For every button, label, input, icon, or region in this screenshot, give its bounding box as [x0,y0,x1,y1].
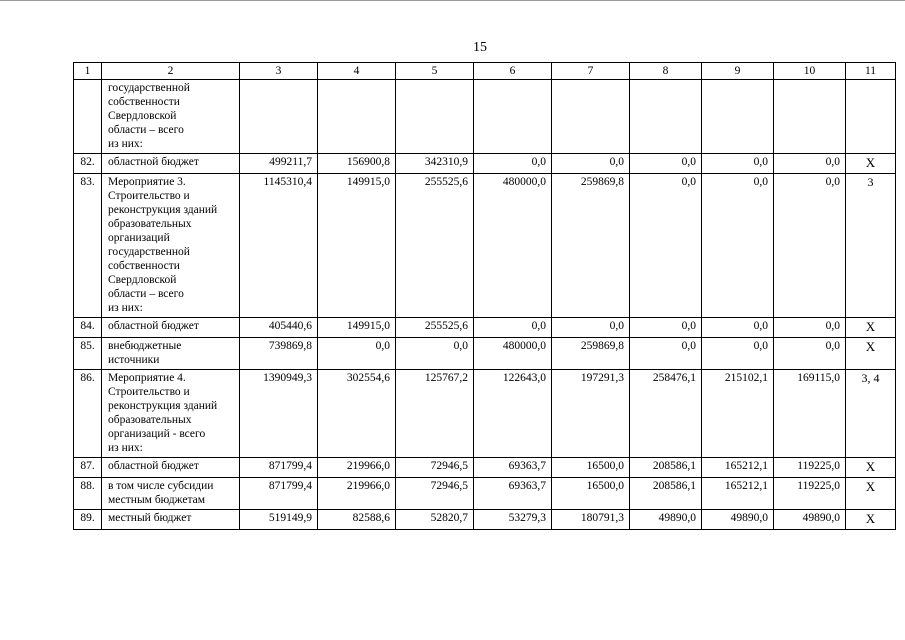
note-cell: Х [846,458,896,478]
header-cell: 3 [240,63,318,80]
row-name-line: образовательных [108,414,192,426]
value-cell: 219966,0 [318,478,396,510]
value-cell: 0,0 [702,154,774,174]
value-cell: 739869,8 [240,338,318,370]
row-name-cell [102,478,240,510]
row-name-cell [102,338,240,370]
header-cell: 9 [702,63,774,80]
row-name-line: собственности [108,260,180,272]
row-name-line: Свердловской [108,110,177,122]
value-cell: 49890,0 [630,510,702,530]
row-name-line: из них: [108,442,143,454]
value-cell: 0,0 [774,154,846,174]
value-cell: 169115,0 [774,370,846,458]
value-cell: 0,0 [630,174,702,318]
note-cell: Х [846,510,896,530]
row-name-line: собственности [108,96,180,108]
value-cell: 208586,1 [630,478,702,510]
value-cell: 208586,1 [630,458,702,478]
value-cell: 149915,0 [318,318,396,338]
header-cell: 4 [318,63,396,80]
value-cell [630,80,702,154]
value-cell: 1145310,4 [240,174,318,318]
value-cell: 480000,0 [474,338,552,370]
table-row [74,370,896,458]
row-name-line: областной бюджет [108,156,199,168]
value-cell: 519149,9 [240,510,318,530]
value-cell: 0,0 [702,318,774,338]
value-cell: 0,0 [630,318,702,338]
value-cell: 122643,0 [474,370,552,458]
value-cell: 82588,6 [318,510,396,530]
row-name-cell [102,154,240,174]
value-cell: 0,0 [702,174,774,318]
value-cell [702,80,774,154]
value-cell: 480000,0 [474,174,552,318]
value-cell: 0,0 [702,338,774,370]
row-name-line: Мероприятие 4. [108,372,186,384]
value-cell: 255525,6 [396,318,474,338]
row-name-line: в том числе субсидии [108,480,214,492]
value-cell: 871799,4 [240,478,318,510]
table-row [74,80,896,154]
value-cell: 219966,0 [318,458,396,478]
row-name-cell [102,174,240,318]
value-cell: 69363,7 [474,458,552,478]
header-cell: 2 [102,63,240,80]
value-cell: 0,0 [396,338,474,370]
value-cell: 119225,0 [774,478,846,510]
row-number-cell: 86. [74,370,102,458]
header-cell: 10 [774,63,846,80]
row-name-line: Строительство и [108,190,190,202]
header-cell: 11 [846,63,896,80]
value-cell: 215102,1 [702,370,774,458]
value-cell: 165212,1 [702,478,774,510]
value-cell: 125767,2 [396,370,474,458]
row-name-cell [102,80,240,154]
value-cell: 342310,9 [396,154,474,174]
row-name-line: образовательных [108,218,192,230]
value-cell: 255525,6 [396,174,474,318]
row-name-line: Свердловской [108,274,177,286]
header-cell: 6 [474,63,552,80]
value-cell: 0,0 [474,154,552,174]
table-row [74,458,896,478]
value-cell: 165212,1 [702,458,774,478]
table-row [74,478,896,510]
row-name-line: областной бюджет [108,460,199,472]
row-name-line: области – всего [108,124,184,136]
value-cell: 0,0 [630,338,702,370]
value-cell [774,80,846,154]
row-number-cell [74,80,102,154]
value-cell: 405440,6 [240,318,318,338]
value-cell: 259869,8 [552,338,630,370]
value-cell: 0,0 [474,318,552,338]
value-cell: 180791,3 [552,510,630,530]
value-cell: 53279,3 [474,510,552,530]
note-cell: Х [846,154,896,174]
value-cell: 0,0 [552,154,630,174]
note-cell: Х [846,478,896,510]
value-cell: 302554,6 [318,370,396,458]
table-row [74,510,896,530]
row-name-line: реконструкция зданий [108,400,218,412]
row-number-cell: 82. [74,154,102,174]
value-cell [396,80,474,154]
value-cell: 258476,1 [630,370,702,458]
note-cell: Х [846,338,896,370]
value-cell: 72946,5 [396,478,474,510]
value-cell: 69363,7 [474,478,552,510]
row-name-cell [102,370,240,458]
row-name-line: местный бюджет [108,512,192,524]
value-cell: 52820,7 [396,510,474,530]
note-cell: 3 [846,174,896,318]
row-name-line: источники [108,354,160,366]
row-number-cell: 87. [74,458,102,478]
row-number-cell: 84. [74,318,102,338]
row-name-line: местным бюджетам [108,494,205,506]
row-name-line: области – всего [108,288,184,300]
value-cell: 149915,0 [318,174,396,318]
row-number-cell: 89. [74,510,102,530]
note-cell: 3, 4 [846,370,896,458]
value-cell [240,80,318,154]
row-name-cell [102,510,240,530]
value-cell: 0,0 [630,154,702,174]
row-name-line: организаций [108,232,170,244]
row-name-line: внебюджетные [108,340,182,352]
value-cell [318,80,396,154]
value-cell: 49890,0 [702,510,774,530]
row-name-line: государственной [108,246,190,258]
budget-table [73,62,896,530]
header-cell: 7 [552,63,630,80]
table-header-row [74,63,896,80]
row-name-line: государственной [108,82,190,94]
row-number-cell: 85. [74,338,102,370]
header-cell: 8 [630,63,702,80]
table-row [74,338,896,370]
note-cell [846,80,896,154]
page-number: 15 [473,40,487,55]
value-cell: 16500,0 [552,478,630,510]
value-cell [552,80,630,154]
row-name-cell [102,458,240,478]
value-cell: 72946,5 [396,458,474,478]
table-row [74,174,896,318]
row-name-line: из них: [108,138,143,150]
page-top-edge [0,0,905,1]
row-name-line: организаций - всего [108,428,206,440]
value-cell: 49890,0 [774,510,846,530]
header-cell: 1 [74,63,102,80]
value-cell: 119225,0 [774,458,846,478]
value-cell: 0,0 [774,174,846,318]
header-cell: 5 [396,63,474,80]
row-name-line: областной бюджет [108,320,199,332]
value-cell: 0,0 [774,318,846,338]
value-cell: 0,0 [552,318,630,338]
value-cell: 156900,8 [318,154,396,174]
value-cell: 259869,8 [552,174,630,318]
table-row [74,318,896,338]
value-cell: 1390949,3 [240,370,318,458]
value-cell [474,80,552,154]
row-number-cell: 83. [74,174,102,318]
value-cell: 16500,0 [552,458,630,478]
value-cell: 197291,3 [552,370,630,458]
note-cell: Х [846,318,896,338]
value-cell: 0,0 [774,338,846,370]
value-cell: 0,0 [318,338,396,370]
row-name-cell [102,318,240,338]
row-name-line: реконструкция зданий [108,204,218,216]
value-cell: 871799,4 [240,458,318,478]
value-cell: 499211,7 [240,154,318,174]
table-row [74,154,896,174]
row-number-cell: 88. [74,478,102,510]
row-name-line: из них: [108,302,143,314]
row-name-line: Мероприятие 3. [108,176,186,188]
row-name-line: Строительство и [108,386,190,398]
table-body [74,63,896,530]
